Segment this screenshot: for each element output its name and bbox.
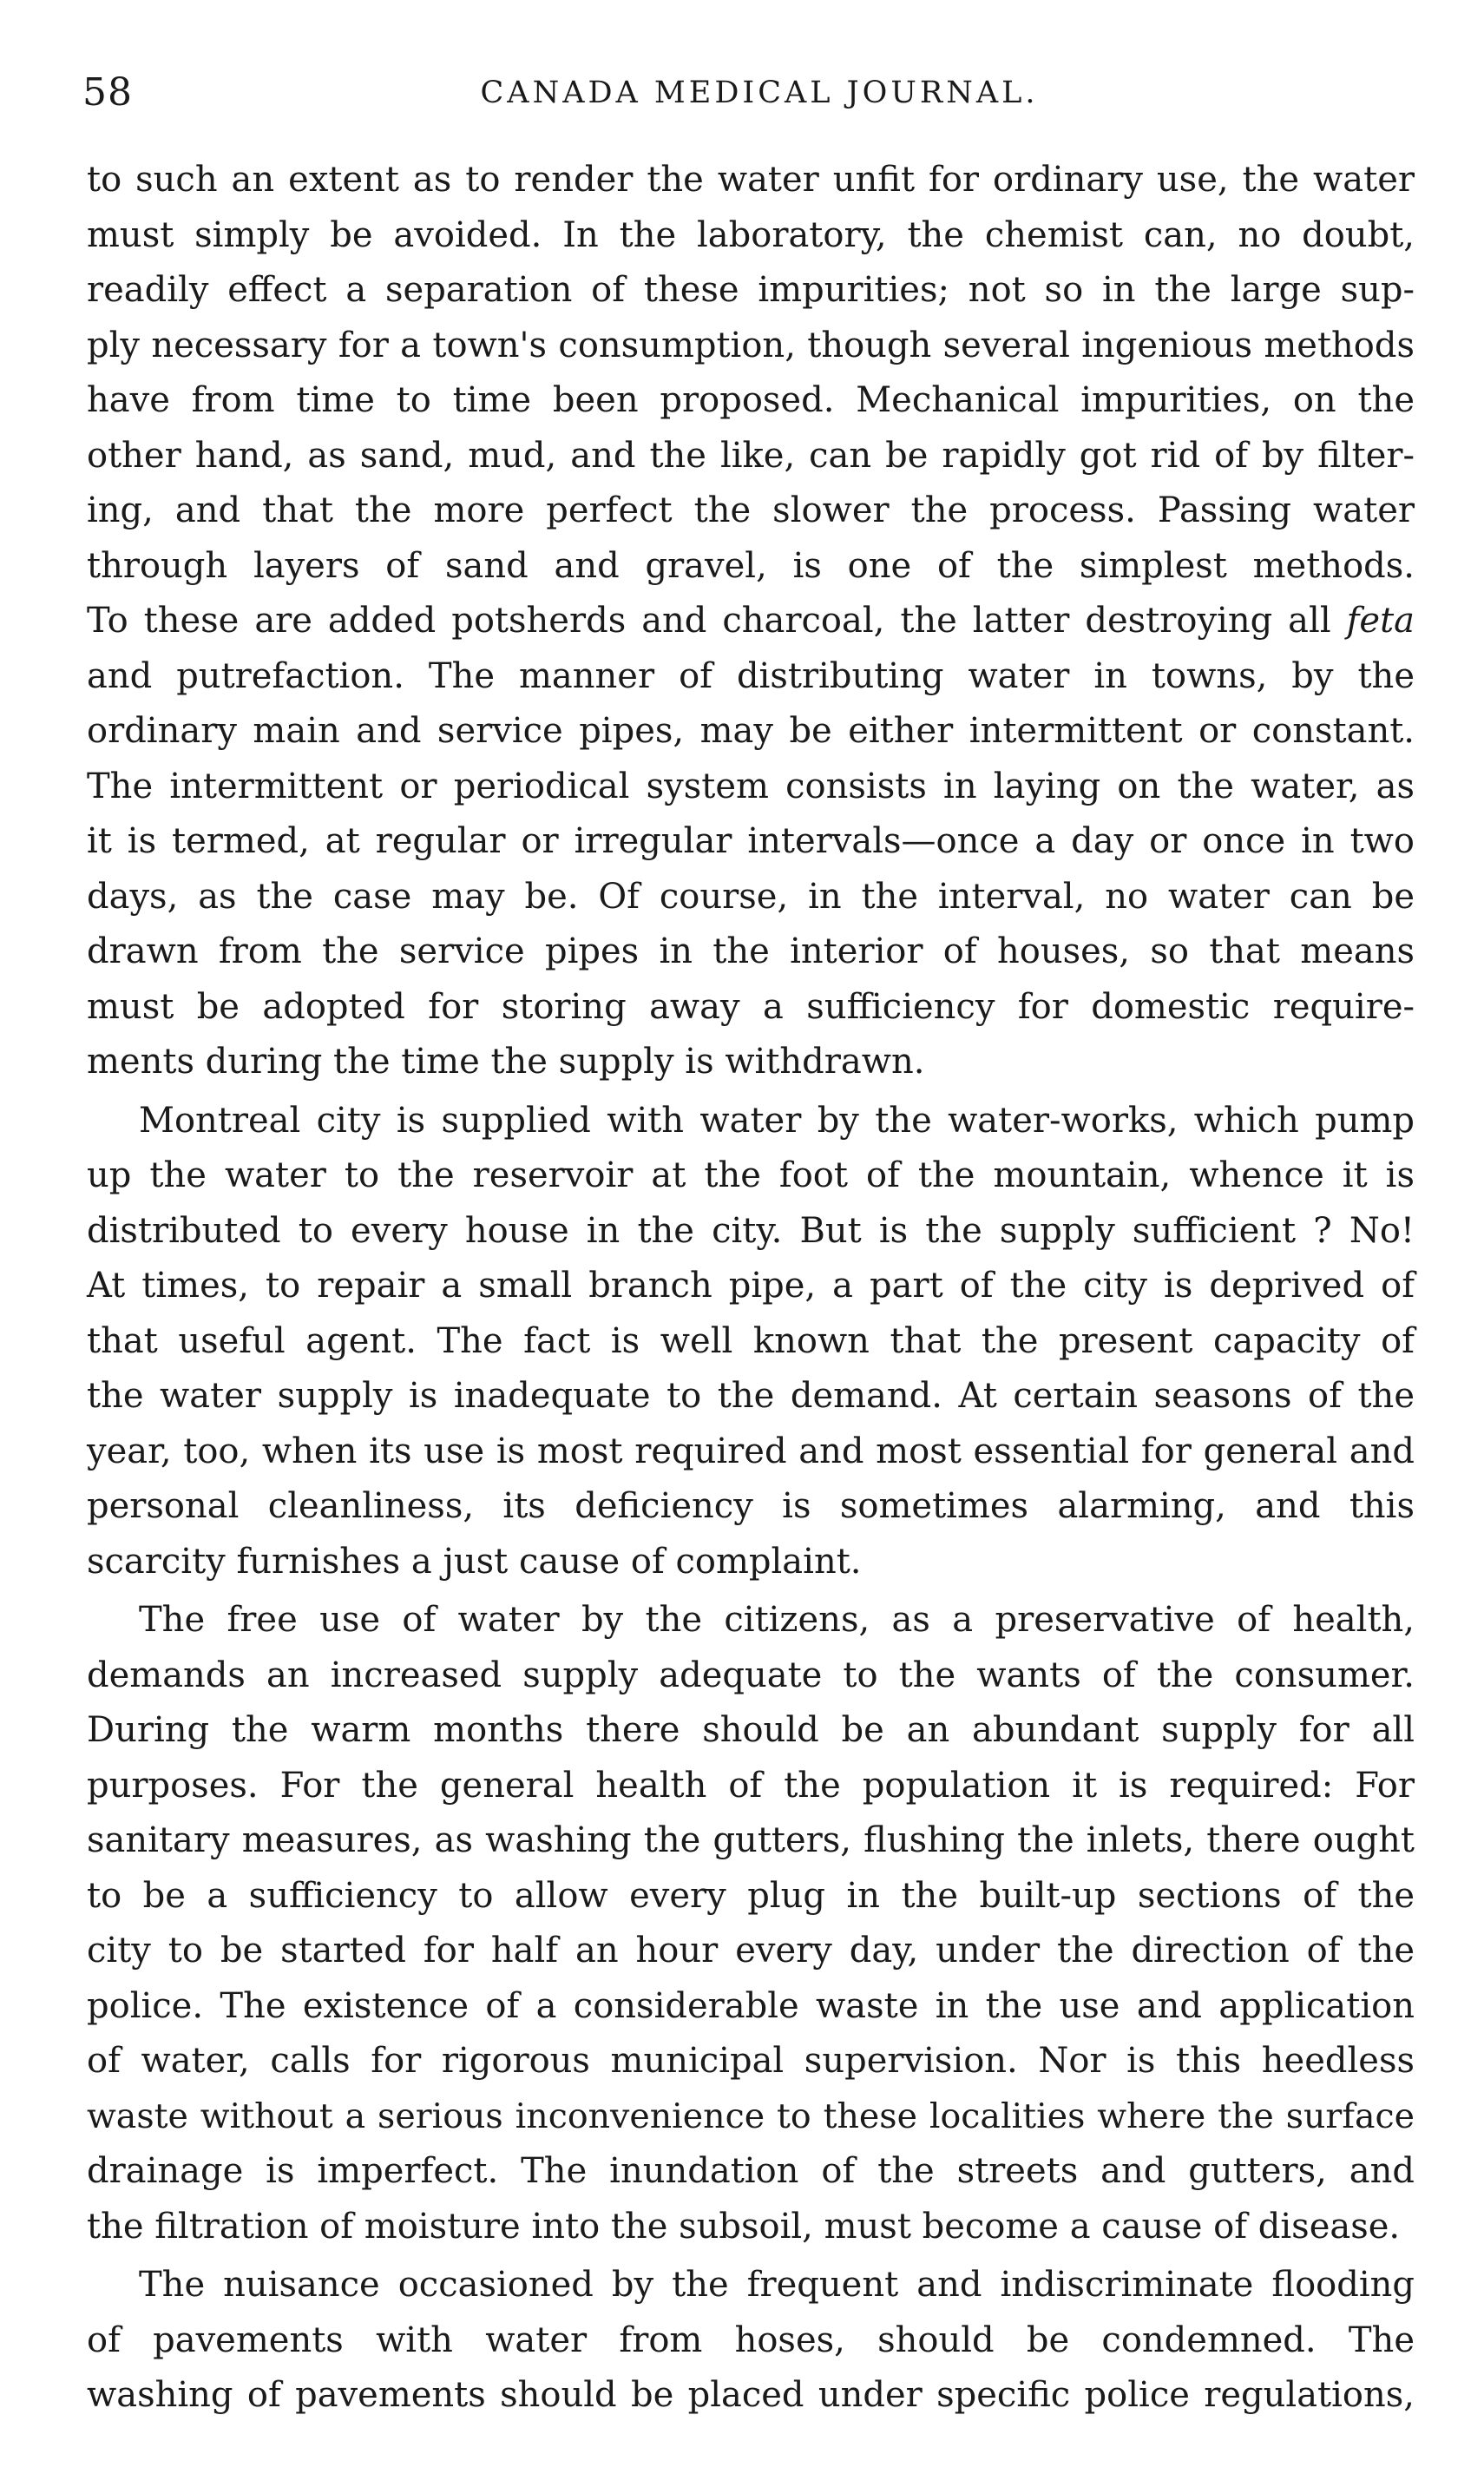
- text-line: purposes. For the general health of the population it is required: For: [87, 1765, 1415, 1806]
- text-line: of water, calls for rigorous municipal supervision. Nor is this heedless: [87, 2041, 1415, 2081]
- text-line: distributed to every house in the city. But is the supply sufficient ? No!: [87, 1210, 1415, 1251]
- text-line: year, too, when its use is most required and most essential for general and: [87, 1431, 1415, 1471]
- text-line: ordinary main and service pipes, may be either intermittent or constant.: [87, 711, 1415, 751]
- paragraph-montreal-supply: [87, 1094, 1415, 1590]
- text-line: must simply be avoided. In the laboratory, the chemist can, no doubt,: [87, 214, 1415, 255]
- text-line: that useful agent. The fact is well known that the present capacity of: [87, 1320, 1415, 1361]
- text-line: The free use of water by the citizens, as a preservative of health,: [139, 1600, 1415, 1640]
- text-line: ments during the time the supply is withdrawn.: [87, 1042, 925, 1082]
- text-line: up the water to the reservoir at the foot of the mountain, whence it is: [87, 1155, 1415, 1195]
- paragraph-water-purification: [87, 153, 1415, 1090]
- text-line: of pavements with water from hoses, should be condemned. The: [87, 2319, 1415, 2360]
- text-line: other hand, as sand, mud, and the like, can be rapidly got rid of by filter-: [87, 435, 1415, 476]
- text-line: Montreal city is supplied with water by the water-works, which pump: [139, 1100, 1415, 1141]
- text-line: ing, and that the more perfect the slower the process. Passing water: [87, 490, 1415, 530]
- text-line: ply necessary for a town's consumption, though several ingenious methods: [87, 325, 1415, 365]
- text-line: The intermittent or periodical system consists in laying on the water, as: [87, 766, 1415, 806]
- text-line: washing of pavements should be placed under specific police regulations,: [87, 2375, 1415, 2415]
- paragraph-free-use: [87, 1593, 1415, 2254]
- text-line: The nuisance occasioned by the frequent and indiscriminate flooding: [139, 2265, 1415, 2305]
- running-head: [82, 63, 1402, 123]
- text-line: have from time to time been proposed. Mechanical impurities, on the: [87, 380, 1415, 420]
- text-line: the water supply is inadequate to the demand. At certain seasons of the: [87, 1376, 1415, 1416]
- text-line: it is termed, at regular or irregular intervals—once a day or once in two: [87, 821, 1415, 861]
- text-line: At times, to repair a small branch pipe, a part of the city is deprived of: [87, 1266, 1415, 1306]
- text-line: must be adopted for storing away a sufficiency for domestic require-: [87, 986, 1415, 1027]
- paragraph-nuisance: [87, 2258, 1415, 2424]
- text-line: personal cleanliness, its deficiency is sometimes alarming, and this: [87, 1486, 1415, 1526]
- page-number: 58: [82, 70, 133, 115]
- text-line: sanitary measures, as washing the gutters, flushing the inlets, there ought: [87, 1820, 1415, 1860]
- text-line: demands an increased supply adequate to the wants of the consumer.: [87, 1655, 1415, 1695]
- text-line: the filtration of moisture into the subsoil, must become a cause of disease.: [87, 2206, 1401, 2247]
- text-line: police. The existence of a considerable waste in the use and application: [87, 1985, 1415, 2026]
- text-line: and putrefaction. The manner of distributing water in towns, by the: [87, 655, 1415, 696]
- text-line: readily effect a separation of these impurities; not so in the large sup-: [87, 270, 1415, 310]
- text-line: city to be started for half an hour every day, under the direction of the: [87, 1931, 1415, 1971]
- text-line: drawn from the service pipes in the interior of houses, so that means: [87, 931, 1415, 971]
- text-line: drainage is imperfect. The inundation of the streets and gutters, and: [87, 2151, 1415, 2191]
- text-line: days, as the case may be. Of course, in the interval, no water can be: [87, 876, 1415, 917]
- text-line: through layers of sand and gravel, is one of the simplest methods.: [87, 545, 1415, 586]
- text-line: To these are added potsherds and charcoal, the latter destroying all feta: [87, 601, 1415, 641]
- text-line: waste without a serious inconvenience to these localities where the surface: [87, 2096, 1415, 2136]
- journal-title: CANADA MEDICAL JOURNAL.: [480, 76, 1039, 110]
- text-line: scarcity furnishes a just cause of complaint.: [87, 1541, 862, 1582]
- italic-word: feta: [1346, 601, 1415, 641]
- text-line: During the warm months there should be an abundant supply for all: [87, 1710, 1415, 1750]
- article-body: [87, 153, 1415, 2424]
- text-line: to be a sufficiency to allow every plug in the built-up sections of the: [87, 1875, 1415, 1916]
- text-line: to such an extent as to render the water unfit for ordinary use, the water: [87, 160, 1415, 200]
